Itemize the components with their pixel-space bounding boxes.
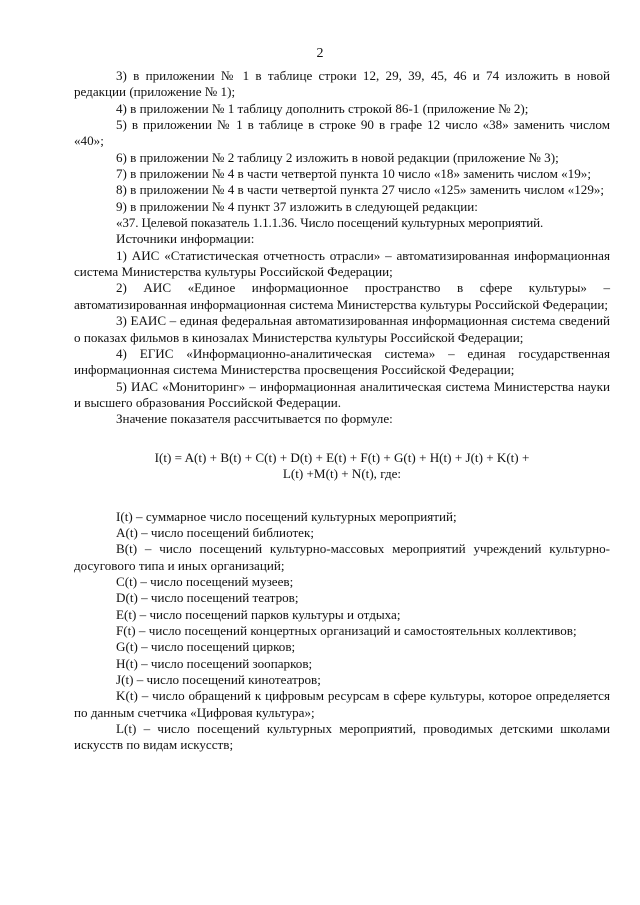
definition-b: B(t) – число посещений культурно-массовых мероприятий учреждений культурно-досугового типа и иных организаций; [74, 541, 610, 573]
formula-line-2: L(t) +M(t) + N(t), где: [282, 466, 402, 482]
definition-h: H(t) – число посещений зоопарков; [116, 655, 313, 671]
definition-c: C(t) – число посещений музеев; [116, 573, 294, 589]
indicator-heading: «37. Целевой показатель 1.1.1.36. Число посещений культурных мероприятий. [116, 215, 544, 231]
definition-f: F(t) – число посещений концертных организаций и самостоятельных коллективов; [116, 622, 577, 638]
paragraph-item-7: 7) в приложении № 4 в части четвертой пункта 10 число «18» заменить числом «19»; [116, 166, 591, 182]
definition-e: E(t) – число посещений парков культуры и отдыха; [116, 606, 401, 622]
formula-intro: Значение показателя рассчитывается по формуле: [116, 411, 393, 427]
definition-a: A(t) – число посещений библиотек; [116, 524, 314, 540]
sources-heading: Источники информации: [116, 231, 255, 247]
source-item-4: 4) ЕГИС «Информационно-аналитическая система» – единая государственная информационная система Министерства просвещения Российской Федерации; [74, 345, 610, 378]
definition-i: I(t) – суммарное число посещений культурных мероприятий; [116, 508, 457, 524]
formula [74, 450, 610, 483]
formula-line-1: I(t) = A(t) + B(t) + C(t) + D(t) + E(t) + F(t) + G(t) + H(t) + J(t) + K(t) + [154, 449, 530, 465]
definition-l: L(t) – число посещений культурных мероприятий, проводимых детскими школами искусств по видам искусств; [74, 721, 610, 753]
paragraph-item-4: 4) в приложении № 1 таблицу дополнить строкой 86-1 (приложение № 2); [116, 100, 529, 116]
paragraph-item-8: 8) в приложении № 4 в части четвертой пункта 27 число «125» заменить числом «129»; [116, 182, 605, 198]
paragraph-item-6: 6) в приложении № 2 таблицу 2 изложить в новой редакции (приложение № 3); [116, 149, 559, 165]
definition-d: D(t) – число посещений театров; [116, 590, 299, 606]
paragraph-item-3: 3) в приложении № 1 в таблице строки 12, 29, 39, 45, 46 и 74 изложить в новой редакции (приложение № 1); [74, 68, 610, 100]
paragraph-item-9: 9) в приложении № 4 пункт 37 изложить в следующей редакции: [116, 198, 478, 214]
definition-j: J(t) – число посещений кинотеатров; [116, 672, 321, 687]
source-item-1: 1) АИС «Статистическая отчетность отрасли» – автоматизированная информационная система Министерства культуры Российской Федерации; [74, 247, 610, 280]
page-number: 2 [316, 46, 324, 61]
paragraph-item-5: 5) в приложении № 1 в таблице в строке 90 в графе 12 число «38» заменить числом «40»; [74, 117, 610, 149]
source-item-3: 3) ЕАИС – единая федеральная автоматизированная информационная система сведений о показах фильмов в кинозалах Министерства культуры Российской Федерации; [74, 313, 610, 345]
definition-k: K(t) – число обращений к цифровым ресурсам в сфере культуры, которое определяется по данным счетчика «Цифровая культура»; [74, 688, 610, 720]
definition-g: G(t) – число посещений цирков; [116, 639, 296, 655]
source-item-2: 2) АИС «Единое информационное пространство в сфере культуры» – автоматизированная информационная система Министерства культуры Российской Федерации; [74, 280, 610, 312]
source-item-5: 5) ИАС «Мониторинг» – информационная аналитическая система Министерства науки и высшего образования Российской Федерации. [74, 378, 610, 410]
document-body [74, 68, 610, 754]
